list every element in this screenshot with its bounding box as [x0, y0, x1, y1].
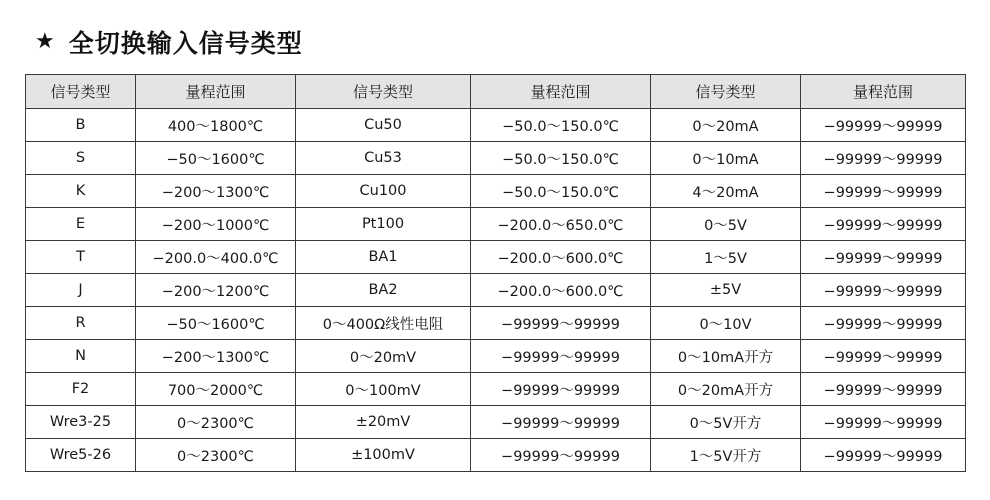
table-cell: −99999～99999: [801, 142, 966, 175]
table-cell: −200.0～600.0℃: [471, 274, 651, 307]
table-cell: −200.0～600.0℃: [471, 241, 651, 274]
table-cell: 0～2300℃: [136, 406, 296, 439]
table-cell: −99999～99999: [801, 373, 966, 406]
table-cell: J: [26, 274, 136, 307]
table-cell: BA2: [296, 274, 471, 307]
table-cell: −50.0～150.0℃: [471, 109, 651, 142]
table-cell: −99999～99999: [801, 340, 966, 373]
table-cell: Cu50: [296, 109, 471, 142]
table-row: [26, 373, 966, 406]
table-cell: 0～2300℃: [136, 439, 296, 472]
table-cell: 4～20mA: [651, 175, 801, 208]
table-cell: BA1: [296, 241, 471, 274]
table-cell: −99999～99999: [471, 373, 651, 406]
table-body: [26, 109, 966, 472]
table-cell: −99999～99999: [801, 439, 966, 472]
table-cell: −99999～99999: [471, 307, 651, 340]
table-cell: ±100mV: [296, 439, 471, 472]
table-cell: −99999～99999: [471, 406, 651, 439]
column-header: 量程范围: [136, 75, 296, 109]
table-cell: F2: [26, 373, 136, 406]
page-title-text: 全切换输入信号类型: [68, 29, 303, 58]
table-row: [26, 406, 966, 439]
table-cell: 1～5V: [651, 241, 801, 274]
table-cell: R: [26, 307, 136, 340]
table-cell: Wre5-26: [26, 439, 136, 472]
table-row: [26, 274, 966, 307]
table-cell: ±5V: [651, 274, 801, 307]
table-cell: ±20mV: [296, 406, 471, 439]
table-row: [26, 241, 966, 274]
table-cell: −200.0～650.0℃: [471, 208, 651, 241]
table-cell: −99999～99999: [801, 208, 966, 241]
table-cell: B: [26, 109, 136, 142]
table-cell: −200～1200℃: [136, 274, 296, 307]
table-row: [26, 109, 966, 142]
table-row: [26, 208, 966, 241]
table-cell: −99999～99999: [801, 307, 966, 340]
signal-type-table: [25, 74, 966, 472]
table-cell: 0～20mV: [296, 340, 471, 373]
table-cell: −99999～99999: [801, 175, 966, 208]
column-header: 量程范围: [471, 75, 651, 109]
table-cell: K: [26, 175, 136, 208]
table-cell: −99999～99999: [801, 109, 966, 142]
table-cell: Pt100: [296, 208, 471, 241]
column-header: 信号类型: [651, 75, 801, 109]
table-cell: 0～100mV: [296, 373, 471, 406]
star-icon: ★: [35, 29, 55, 54]
table-cell: −50.0～150.0℃: [471, 175, 651, 208]
table-cell: −200～1300℃: [136, 340, 296, 373]
table-cell: −99999～99999: [801, 406, 966, 439]
table-cell: −200～1300℃: [136, 175, 296, 208]
table-cell: E: [26, 208, 136, 241]
table-header-row: [26, 75, 966, 109]
table-cell: 0～10mA: [651, 142, 801, 175]
column-header: 信号类型: [296, 75, 471, 109]
page-title: [35, 24, 965, 60]
table-cell: −99999～99999: [801, 241, 966, 274]
table-cell: N: [26, 340, 136, 373]
table-cell: Cu53: [296, 142, 471, 175]
table-cell: −50～1600℃: [136, 307, 296, 340]
table-cell: 0～5V: [651, 208, 801, 241]
table-cell: 700～2000℃: [136, 373, 296, 406]
table-cell: Wre3-25: [26, 406, 136, 439]
table-header: [26, 75, 966, 109]
table-cell: 0～20mA开方: [651, 373, 801, 406]
table-cell: 0～400Ω线性电阻: [296, 307, 471, 340]
table-cell: 1～5V开方: [651, 439, 801, 472]
table-cell: 0～10mA开方: [651, 340, 801, 373]
table-cell: −99999～99999: [471, 340, 651, 373]
table-cell: T: [26, 241, 136, 274]
table-cell: 0～20mA: [651, 109, 801, 142]
table-cell: 400～1800℃: [136, 109, 296, 142]
table-cell: 0～5V开方: [651, 406, 801, 439]
table-row: [26, 142, 966, 175]
table-cell: −50.0～150.0℃: [471, 142, 651, 175]
table-cell: −200.0～400.0℃: [136, 241, 296, 274]
table-row: [26, 175, 966, 208]
table-cell: 0～10V: [651, 307, 801, 340]
table-cell: −99999～99999: [801, 274, 966, 307]
column-header: 量程范围: [801, 75, 966, 109]
column-header: 信号类型: [26, 75, 136, 109]
table-row: [26, 307, 966, 340]
table-row: [26, 340, 966, 373]
table-cell: Cu100: [296, 175, 471, 208]
table-cell: −200～1000℃: [136, 208, 296, 241]
table-row: [26, 439, 966, 472]
table-cell: −50～1600℃: [136, 142, 296, 175]
table-cell: S: [26, 142, 136, 175]
table-cell: −99999～99999: [471, 439, 651, 472]
